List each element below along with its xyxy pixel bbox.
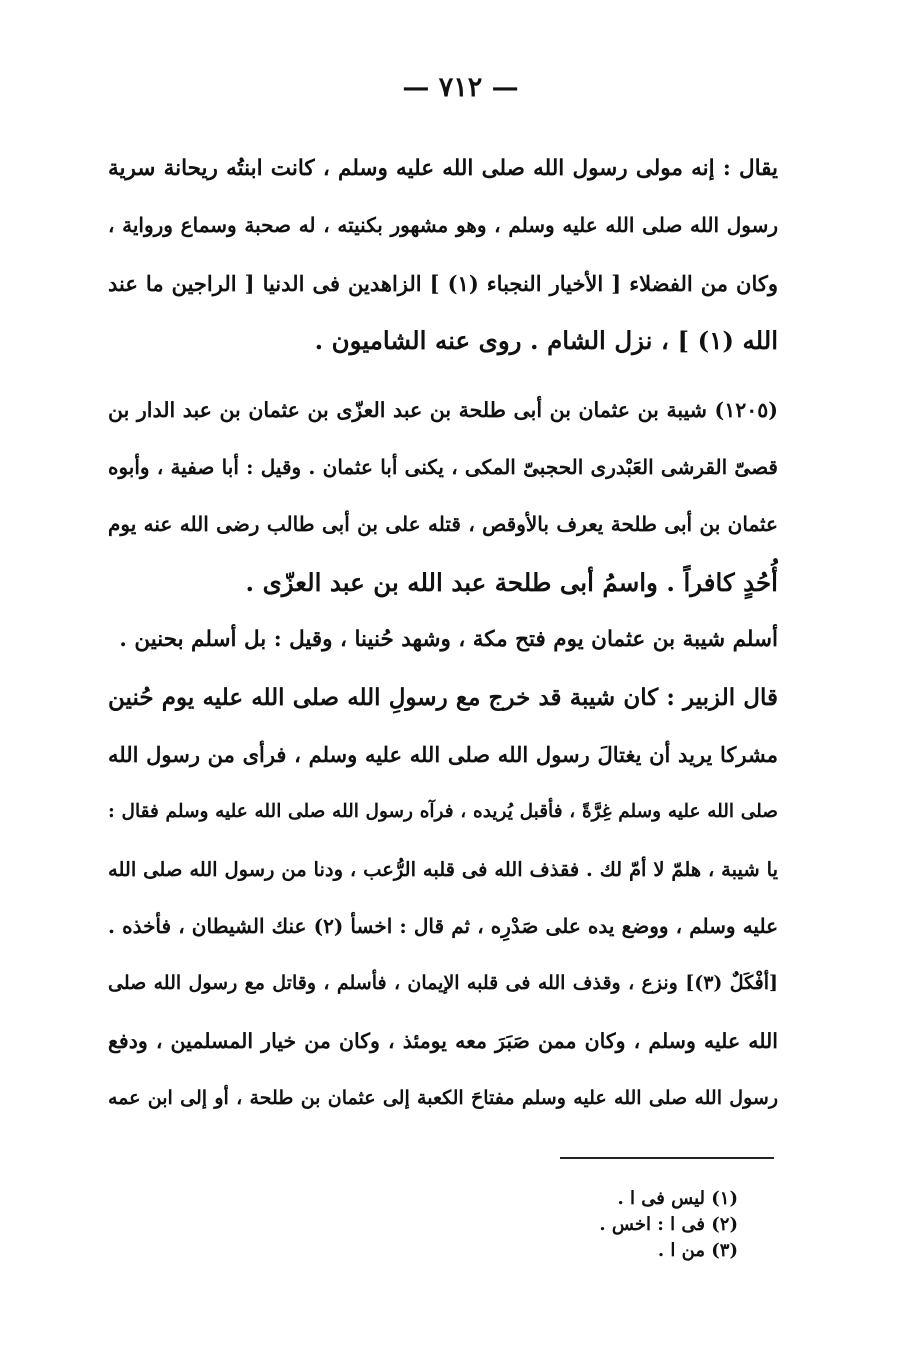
footnotes [560, 1186, 738, 1264]
text-line: أسلم شيبة بن عثمان يوم فتح مكة ، وشهد حُنينا ، وقيل : بل أسلم بحنين . [119, 627, 778, 653]
text-line: قال الزبير : كان شيبة قد خرج مع رسولِ الله صلى الله عليه يوم حُنين [108, 683, 778, 711]
text-line: أُحُدٍ كافراً . واسمُ أبى طلحة عبد الله بن عبد العزّى . [245, 567, 778, 597]
text-line: الله (١) ] ، نزل الشام . روى عنه الشاميون . [314, 326, 778, 356]
paragraph [108, 140, 778, 370]
text-line: رسول الله صلى الله عليه وسلم ، وهو مشهور بكنيته ، له صحبة وسماع ورواية ، [108, 213, 778, 238]
footnote-divider [560, 1157, 774, 1159]
text-line: رسول الله صلى الله عليه وسلم مفتاحَ الكعبة إلى عثمان بن طلحة ، أو إلى ابن عمه [108, 1087, 778, 1110]
paragraph [108, 669, 778, 1128]
text-line: يقال : إنه مولى رسول الله صلى الله عليه وسلم ، كانت ابنتُه ريحانة سرية [108, 156, 778, 181]
text-line: مشركا يريد أن يغتالَ رسول الله صلى الله عليه وسلم ، فرأى من رسول الله [108, 741, 778, 767]
text-line: عثمان بن أبى طلحة يعرف بالأوقص ، قتله على بن أبى طالب رضى الله عنه يوم [108, 512, 778, 537]
footnote-1: (١) ليس فى ا . [617, 1188, 738, 1209]
text-line: وكان من الفضلاء [ الأخيار النجباء (١) ] الزاهدين فى الدنيا [ الراجين ما عند [108, 270, 778, 296]
paragraph-gap [108, 370, 778, 382]
text-line: الله عليه وسلم ، وكان ممن صَبَرَ معه يومئذ ، وكان من خيار المسلمين ، ودفع [108, 1028, 778, 1053]
text-line: (١٢٠٥) شيبة بن عثمان بن أبى طلحة بن عبد العزّى بن عثمان بن عبد الدار بن [108, 397, 778, 422]
text-line: عليه وسلم ، ووضع يده على صَدْرِه ، ثم قال : اخسأ (٢) عنك الشيطان ، فأخذه . [108, 914, 778, 939]
page-number: — ٧١٢ — [402, 72, 519, 103]
text-line: صلى الله عليه وسلم غِرَّةً ، فأقبل يُريده ، فرآه رسول الله صلى الله عليه وسلم فقال : [108, 801, 778, 823]
text-line: يا شيبة ، هلمّ لا أمّ لك . فقذف الله فى قلبه الرُّعب ، ودنا من رسول الله صلى الله [108, 857, 778, 881]
paragraph-entry-1205 [108, 382, 778, 612]
footnote-2: (٢) فى ا : اخس . [599, 1214, 738, 1235]
main-text [108, 140, 778, 1128]
text-line: قصىّ القرشى العَبْدرى الحجبىّ المكى ، يكنى أبا عثمان . وقيل : أبا صفية ، وأبوه [108, 454, 778, 479]
text-line: [أفْكَلٌ (٣)] ونزع ، وقذف الله فى قلبه الإيمان ، فأسلم ، وقاتل مع رسول الله صلى [108, 972, 778, 995]
paragraph [108, 611, 778, 668]
footnote-3: (٣) من ا . [657, 1240, 738, 1261]
